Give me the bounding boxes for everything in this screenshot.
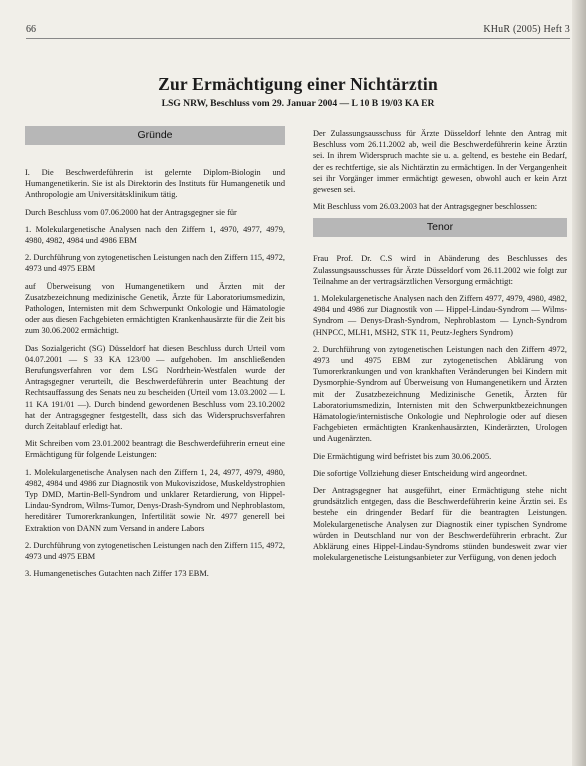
paragraph: 1. Molekulargenetische Analysen nach den Ziffern 1, 4970, 4977, 4979, 4980, 4982, 4984 und 4986 EBM [25, 224, 285, 246]
paragraph: 1. Molekulargenetische Analysen nach den Ziffern 1, 24, 4977, 4979, 4980, 4982, 4984 und 4986 zur Diagnostik von Mukoviszidose, Muskeldystrophien Typ DMD, Martin-Bell-Syndrom und unklarer Retardierung, von Hippel-Lindau-Syndrom, Wilms-Tumor, Denys-Drash-Syndrom und Nephroblastom, hereditärer Tumorerkrankungen, Infertilität sowie Nr. 4977 generell bei Extraktion von DANN zum Versand in andere Labors [25, 467, 285, 533]
paragraph: Der Zulassungsausschuss für Ärzte Düsseldorf lehnte den Antrag mit Beschluss vom 26.11.2002 ab, weil die Beschwerdeführerin keine Ärztin sei. In ihrem Widerspruch machte sie u. a. geltend, es bestehe ein Bedarf, der es rechtfertige, sie als Nichtärztin zu ermächtigen. In der Vergangenheit sei ihr Vorgänger immer ermächtigt gewesen, obwohl auch er kein Arzt gewesen sei. [313, 129, 567, 195]
section-heading-gruende: Gründe [25, 126, 285, 145]
paragraph: Das Sozialgericht (SG) Düsseldorf hat diesen Beschluss durch Urteil vom 04.07.2001 — S 33 KA 123/00 — aufgehoben. Im anschließenden Berufungsverfahren vor dem LSG Nordrhein-Westfalen wurde der Antragsgegner verurteilt, die Beschwerdeführerin unter Beachtung der Rechtsauffassung des Senats neu zu bescheiden (Urteil vom 13.03.2002 — L 11 KA 191/01 —). Durch bindend gewordenen Beschluss vom 23.10.2002 hat der Antragsgegner festgestellt, dass sich das Widerspruchsverfahren durch Zeitablauf erledigt hat. [25, 343, 285, 432]
paragraph: auf Überweisung von Humangenetikern und Ärzten mit der Zusatzbezeichnung medizinische Genetik, Ärzte für Laboratoriumsmedizin, Pathologen, Internisten mit dem Schwerpunkt Onkologie und Hämatologie oder aus diesen Fachgebieten ermächtigten Krankenhausärzte für die Zeit bis zum 30.06.2002 ermächtigt. [25, 281, 285, 336]
running-header [26, 22, 570, 38]
article-citation: LSG NRW, Beschluss vom 29. Januar 2004 — L 10 B 19/03 KA ER [161, 98, 435, 109]
header-rule [26, 38, 570, 39]
page-edge-shadow [572, 0, 586, 766]
paragraph: 2. Durchführung von zytogenetischen Leistungen nach den Ziffern 4972, 4973 und 4975 EBM zur zytogenetischen Abklärung von Tumorerkrankungen und von krankhaften Veränderungen bei Kindern mit Dysmorphie-Syndrom auf Überweisung von Humangenetikern und Ärzten mit der Zusatzbezeichnung Medizinische Genetik, Ärzten für Laboratoriumsmedizin, Internisten mit den Schwerpunktbezeichnungen Hämatologie/internistische Onkologie und Nephrologie oder auf diesen Fachgebieten ermächtigten Krankenhausärzten, Kinderärzten, Urologen und Augenärzten. [313, 344, 567, 444]
right-column [313, 128, 567, 570]
paragraph: 1. Molekulargenetische Analysen nach den Ziffern 4977, 4979, 4980, 4982, 4984 und 4986 zur Diagnostik von — Hippel-Lindau-Syndrom — Wilms-Syndrom — Denys-Drash-Syndrom, Nephroblastom — Lynch-Syndrom (HNPCC, MLH1, MSH2, STK 11, Peutz-Jeghers Syndrom) [313, 294, 567, 337]
paragraph: 3. Humangenetisches Gutachten nach Ziffer 173 EBM. [25, 569, 209, 579]
paragraph: Der Antragsgegner hat ausgeführt, einer Ermächtigung stehe nicht grundsätzlich entgegen, dass die Beschwerdeführerin keine Ärztin sei. Es bestehe ein dringender Bedarf für die beantragten Leistungen. Molekulargenetische Analysen zur Diagnostik einer typischen Syndrome würden in Deutschland nur von der Beschwerdeführerin erbracht. Zur Abklärung eines Hippel-Lindau-Syndroms stünden bundesweit zwar vier molekulargenetische Leistungsanbieter zur Verfügung, von denen jedoch [313, 486, 567, 563]
paragraph: Frau Prof. Dr. C.S wird in Abänderung des Beschlusses des Zulassungsausschusses für Ärzte Düsseldorf vom 26.11.2002 wie folgt zur Teilnahme an der vertragsärztlichen Versorgung ermächtigt: [313, 254, 567, 286]
paragraph: 2. Durchführung von zytogenetischen Leistungen nach den Ziffern 115, 4972, 4973 und 4975 EBM [25, 253, 285, 274]
paragraph: Die Ermächtigung wird befristet bis zum 30.06.2005. [313, 451, 492, 461]
paragraph: Mit Schreiben vom 23.01.2002 beantragt die Beschwerdeführerin erneut eine Ermächtigung für folgende Leistungen: [25, 439, 285, 460]
article-title: Zur Ermächtigung einer Nichtärztin [158, 74, 438, 94]
paragraph: Die sofortige Vollziehung dieser Entscheidung wird angeordnet. [313, 468, 528, 478]
paragraph: 2. Durchführung von zytogenetischen Leistungen nach den Ziffern 115, 4972, 4973 und 4975 EBM [25, 540, 285, 562]
journal-reference: KHuR (2005) Heft 3 [483, 24, 570, 35]
left-column [25, 126, 285, 586]
paragraph: Durch Beschluss vom 07.06.2000 hat der Antragsgegner sie für [25, 207, 237, 217]
page-number: 66 [26, 24, 36, 35]
paragraph: I. Die Beschwerdeführerin ist gelernte Diplom-Biologin und Humangenetikerin. Sie ist als Direktorin des Instituts für Humangenetik und Anthropologie am Universitätsklinikum tätig. [25, 168, 285, 200]
paragraph: Mit Beschluss vom 26.03.2003 hat der Antragsgegner beschlossen: [313, 202, 538, 212]
section-heading-tenor: Tenor [313, 218, 567, 237]
